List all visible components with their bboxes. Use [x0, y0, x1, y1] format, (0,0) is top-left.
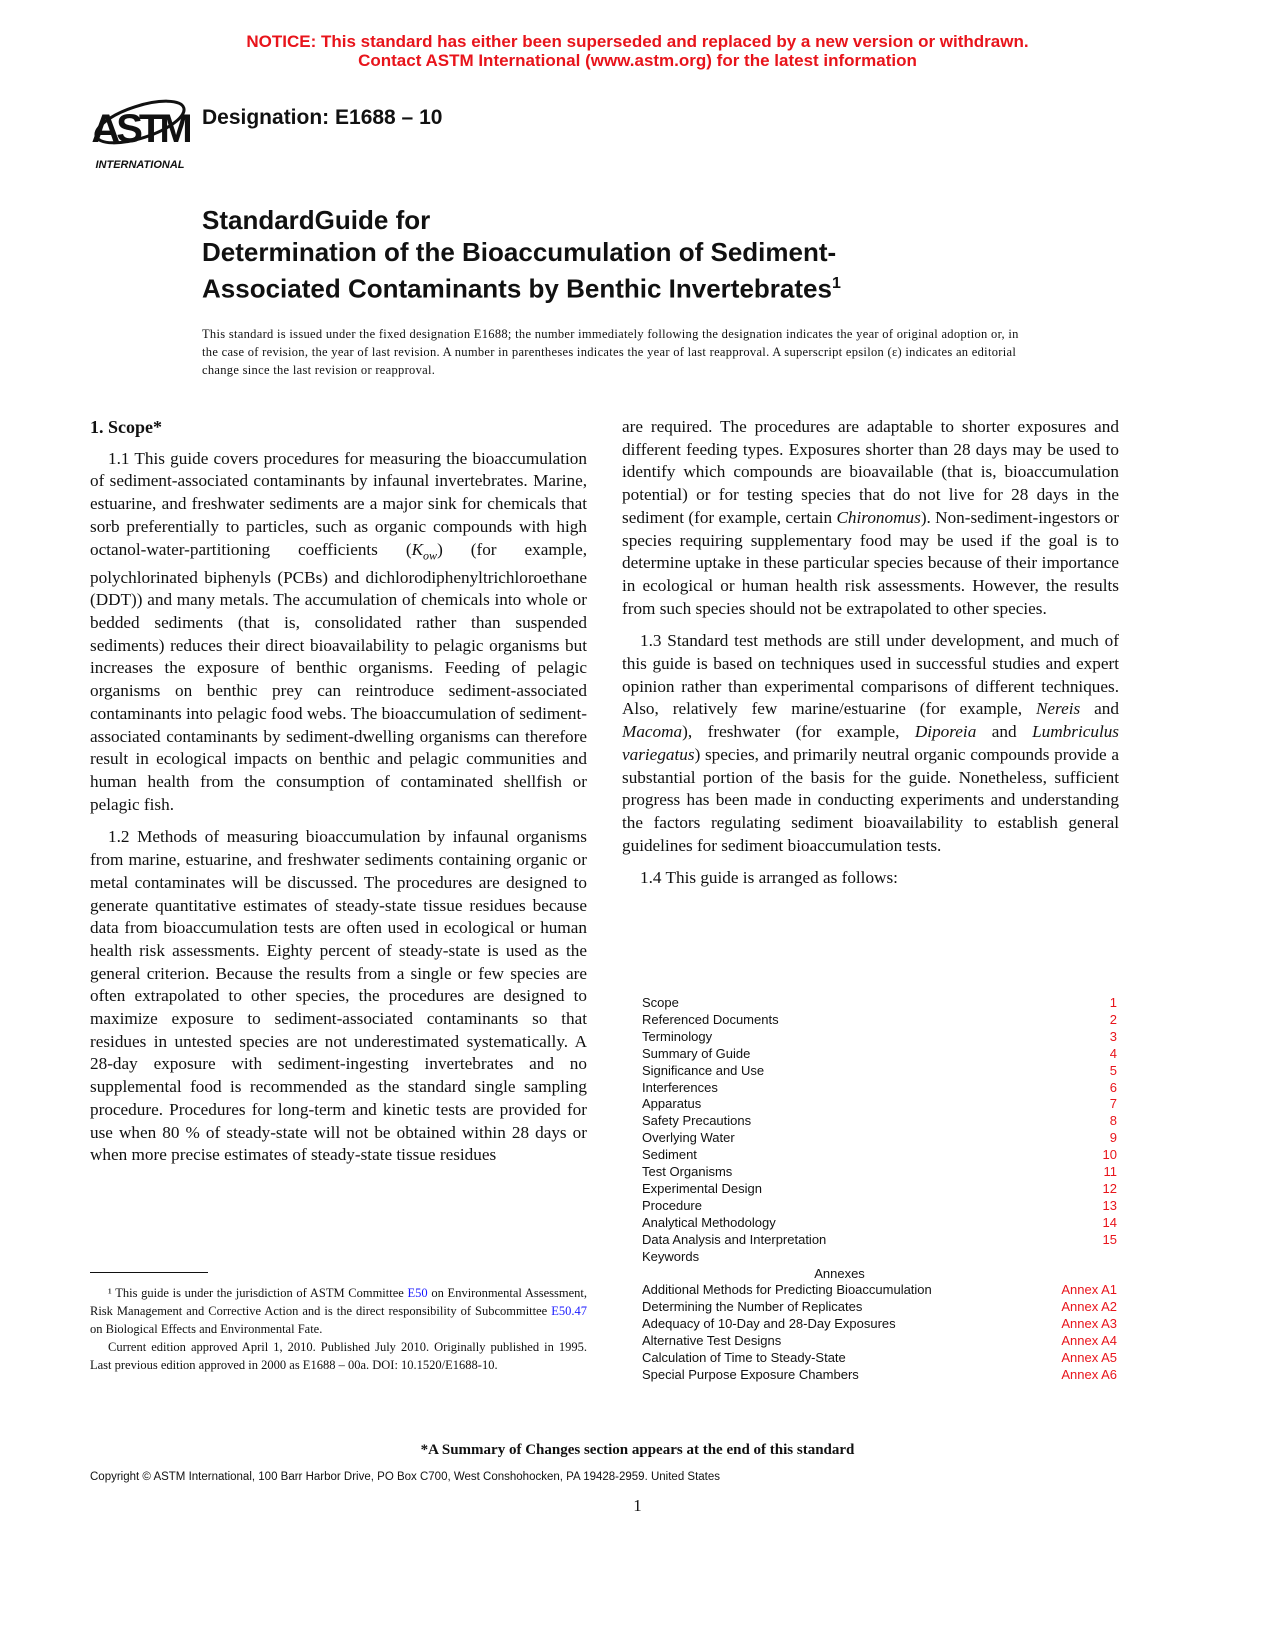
- text-segment: Current edition approved April 1, 2010. Published July 2010. Originally published in 1995. Last previous edition approved in 2000 as E1688 – 00a. DOI: 10.1520/E1688-10.: [90, 1340, 587, 1372]
- toc-label: Special Purpose Exposure Chambers: [642, 1366, 859, 1382]
- toc-section-link[interactable]: 11: [1103, 1164, 1117, 1180]
- toc-row: [642, 1130, 1117, 1147]
- text-segment: ) (for example, polychlorinated biphenyls (PCBs) and dichlorodiphenyltrichloroethane (DDT)) and many metals. The accumulation of chemicals into whole or bedded sediments (that is, consolidated rather than suspended sediments) reduces their direct bioavailability to pelagic organisms but increases the exposure of benthic organisms. Feeding of pelagic organisms on benthic prey can reintroduce sediment-associated contaminants into pelagic food webs. The bioaccumulation of sediment-associated contaminants by sediment-dwelling organisms can therefore result in ecological impacts on benthic and pelagic communities and human health from the consumption of contaminated shellfish or pelagic fish.: [90, 539, 587, 814]
- toc-label: Calculation of Time to Steady-State: [642, 1350, 846, 1366]
- issuance-note: This standard is issued under the fixed designation E1688; the number immediately following the designation indicates the year of original adoption or, in the case of revision, the year of last revision. A number in parentheses indicates the year of last reapproval. A superscript epsilon (ε) indicates an editorial change since the last revision or reapproval.: [202, 327, 1019, 377]
- toc-row: [642, 1249, 1117, 1266]
- italic-text: Diporeia: [914, 722, 977, 742]
- text-segment: ). Non-sediment-ingestors or species requiring supplementary food may be used if the goal is to determine uptake in these particular species because of their importance in ecological or human health risk assessments. However, the results from such species should not be extrapolated to other species.: [622, 507, 1119, 618]
- toc-label: Referenced Documents: [642, 1011, 779, 1027]
- footnote: [90, 1284, 587, 1374]
- italic-text: Chironomus: [836, 507, 921, 527]
- toc-row: [642, 1029, 1117, 1046]
- table-of-contents: [642, 995, 1117, 1384]
- annexes-heading: Annexes: [814, 1265, 865, 1281]
- toc-section-link[interactable]: 14: [1102, 1214, 1117, 1230]
- astm-logo: [90, 82, 190, 172]
- toc-section-link[interactable]: 2: [1109, 1011, 1117, 1027]
- toc-row: [642, 1147, 1117, 1164]
- toc-row: [642, 1367, 1117, 1384]
- footnote-paragraph: [90, 1284, 587, 1338]
- toc-label: Overlying Water: [642, 1130, 735, 1146]
- toc-label: Summary of Guide: [642, 1045, 751, 1061]
- title-line: [202, 268, 841, 305]
- text-segment: on Environmental Assessment, Risk Management and Corrective Action and is the direct responsibility of Subcommittee: [90, 1286, 587, 1318]
- toc-label: Scope: [642, 995, 679, 1010]
- toc-section-link[interactable]: Annex A5: [1061, 1350, 1117, 1366]
- toc-section-link[interactable]: 10: [1102, 1147, 1117, 1163]
- toc-section-link[interactable]: Annex A6: [1061, 1366, 1117, 1382]
- title-line: StandardGuide for: [202, 205, 431, 235]
- section-heading: 1. Scope*: [90, 417, 162, 437]
- toc-row: [642, 1198, 1117, 1215]
- paragraph: [90, 448, 587, 817]
- italic-text: Lumbriculus variegatus: [622, 722, 1119, 764]
- italic-text: Nereis: [1035, 699, 1081, 719]
- text-segment: 1.3 Standard test methods are still under development, and much of this guide is based on techniques used in successful studies and expert opinion rather than experimental comparisons of different techniques. Also, relatively few marine/estuarine (for example,: [622, 631, 1119, 719]
- toc-label: Analytical Methodology: [642, 1214, 776, 1230]
- notice-line-2[interactable]: Contact ASTM International (www.astm.org) for the latest information: [358, 51, 917, 70]
- toc-label: Interferences: [642, 1079, 718, 1095]
- notice-banner: [0, 32, 1275, 70]
- footnote-divider: [90, 1272, 208, 1273]
- footnote-ref[interactable]: 1: [831, 275, 841, 292]
- notice-line-1: NOTICE: This standard has either been superseded and replaced by a new version or withdrawn.: [246, 32, 1029, 51]
- toc-row: [642, 1113, 1117, 1130]
- toc-label: Terminology: [642, 1028, 713, 1044]
- toc-row: [642, 1181, 1117, 1198]
- toc-label: Sediment: [642, 1147, 697, 1163]
- copyright: Copyright © ASTM International, 100 Barr Harbor Drive, PO Box C700, West Conshohocken, PA 19428-2959. United States: [90, 1471, 721, 1483]
- text-segment: 1.4 This guide is arranged as follows:: [640, 868, 898, 888]
- toc-row: [642, 1282, 1117, 1299]
- page-number: 1: [633, 1496, 642, 1515]
- toc-section-link[interactable]: Annex A2: [1061, 1299, 1117, 1315]
- toc-section-link[interactable]: 4: [1109, 1045, 1117, 1061]
- italic-text: ow: [423, 547, 438, 562]
- toc-section-link[interactable]: Annex A1: [1061, 1282, 1117, 1298]
- toc-section-link[interactable]: 13: [1102, 1197, 1117, 1213]
- reference-link[interactable]: E50: [407, 1286, 428, 1300]
- designation: Designation: E1688 – 10: [202, 106, 443, 129]
- toc-section-link[interactable]: 1: [1109, 995, 1117, 1010]
- toc-row: [642, 1164, 1117, 1181]
- toc-label: Procedure: [642, 1197, 702, 1213]
- svg-text:INTERNATIONAL: INTERNATIONAL: [95, 159, 185, 171]
- paragraph: [622, 416, 1119, 620]
- toc-row: [642, 1063, 1117, 1080]
- paragraph: [622, 867, 1119, 890]
- toc-row: [642, 1046, 1117, 1063]
- toc-section-link[interactable]: 6: [1109, 1079, 1117, 1095]
- toc-label: Apparatus: [642, 1096, 702, 1112]
- text-segment: 1.2 Methods of measuring bioaccumulation by infaunal organisms from marine, estuarine, and freshwater sediments containing organic or metal contaminates will be discussed. The procedures are designed to generate quantitative estimates of steady-state tissue residues because data from bioaccumulation tests are often used in ecological or human health risk assessments. Eighty percent of steady-state is used as the general criterion. Because the results from a single or few species are often extrapolated to other species, the procedures are designed to maximize exposure to sediment-associated contaminants so that residues in untested species are not underestimated systematically. A 28-day exposure with sediment-ingesting invertebrates and no supplemental food is recommended as the standard single sampling procedure. Procedures for long-term and kinetic tests are provided for use when 80 % of steady-state will not be obtained within 28 days or when more precise estimates of steady-state tissue residues: [90, 827, 587, 1165]
- reference-link[interactable]: E50.47: [551, 1304, 587, 1318]
- toc-row: [642, 1333, 1117, 1350]
- toc-row: [642, 1350, 1117, 1367]
- toc-section-link[interactable]: 8: [1109, 1113, 1117, 1129]
- toc-section-link[interactable]: [1057, 1249, 1117, 1266]
- toc-label: Significance and Use: [642, 1062, 765, 1078]
- left-paragraphs: [90, 448, 587, 1167]
- toc-label: Additional Methods for Predicting Bioaccumulation: [642, 1282, 932, 1298]
- document-title: [202, 204, 841, 305]
- toc-section-link[interactable]: 15: [1102, 1231, 1117, 1247]
- toc-section-link[interactable]: 5: [1109, 1062, 1117, 1078]
- toc-label: Keywords: [642, 1248, 700, 1264]
- left-column: [90, 416, 587, 1177]
- title-text: Associated Contaminants by Benthic Invertebrates: [202, 273, 832, 304]
- svg-text:ASTM: ASTM: [91, 107, 189, 151]
- toc-row: [642, 1012, 1117, 1029]
- toc-section-link[interactable]: 12: [1102, 1180, 1117, 1196]
- title-line: Determination of the Bioaccumulation of Sediment-: [202, 237, 837, 267]
- footnote-paragraph: [90, 1338, 587, 1374]
- toc-label: Safety Precautions: [642, 1113, 752, 1129]
- right-paragraphs: [622, 416, 1119, 890]
- toc-row: [642, 1096, 1117, 1113]
- text-segment: ) species, and primarily neutral organic compounds provide a substantial portion of the basis for the guide. Nonetheless, sufficient progress has been made in conducting experiments and understanding the factors regulating sediment bioavailability to establish general guidelines for sediment bioaccumulation tests.: [622, 744, 1119, 855]
- text-segment: and: [1080, 699, 1119, 719]
- toc-label: Data Analysis and Interpretation: [642, 1231, 827, 1247]
- toc-row: [642, 1215, 1117, 1232]
- toc-section-link[interactable]: Annex A3: [1061, 1316, 1117, 1332]
- text-segment: and: [976, 722, 1033, 742]
- toc-label: Experimental Design: [642, 1180, 762, 1196]
- toc-row: [642, 1316, 1117, 1333]
- toc-label: Adequacy of 10-Day and 28-Day Exposures: [642, 1316, 896, 1332]
- toc-section-link[interactable]: Annex A4: [1061, 1333, 1117, 1349]
- toc-row: [642, 995, 1117, 1012]
- text-segment: ), freshwater (for example,: [682, 722, 915, 742]
- paragraph: [90, 826, 587, 1167]
- toc-section-link[interactable]: 3: [1109, 1028, 1117, 1044]
- toc-label: Determining the Number of Replicates: [642, 1299, 863, 1315]
- text-segment: are required. The procedures are adaptable to shorter exposures and different feeding types. Exposures shorter than 28 days may be used to identify which compounds are bioavailable (that is, bioaccumulation potential) or for testing species that do not live for 28 days in the sediment (for example, certain: [622, 417, 1119, 527]
- text-segment: 1.1 This guide covers procedures for measuring the bioaccumulation of sediment-associated contaminants by infaunal invertebrates. Marine, estuarine, and freshwater sediments are a major sink for chemicals that sorb preferentially to particles, such as organic compounds with high octanol-water-partitioning coefficients (: [90, 448, 587, 559]
- text-segment: ¹ This guide is under the jurisdiction of ASTM Committee: [108, 1286, 408, 1300]
- text-segment: on Biological Effects and Environmental Fate.: [90, 1322, 323, 1336]
- paragraph: [622, 630, 1119, 857]
- toc-label: Alternative Test Designs: [642, 1333, 782, 1349]
- toc-row: [642, 1080, 1117, 1097]
- toc-section-link[interactable]: 7: [1109, 1096, 1117, 1112]
- toc-row: [642, 1232, 1117, 1249]
- summary-note: *A Summary of Changes section appears at the end of this standard: [420, 1442, 855, 1458]
- right-column: [622, 416, 1119, 900]
- toc-section-link[interactable]: 9: [1109, 1130, 1117, 1146]
- italic-text: Macoma: [622, 722, 683, 742]
- toc-row: [642, 1299, 1117, 1316]
- toc-label: Test Organisms: [642, 1164, 733, 1180]
- italic-text: K: [411, 539, 424, 559]
